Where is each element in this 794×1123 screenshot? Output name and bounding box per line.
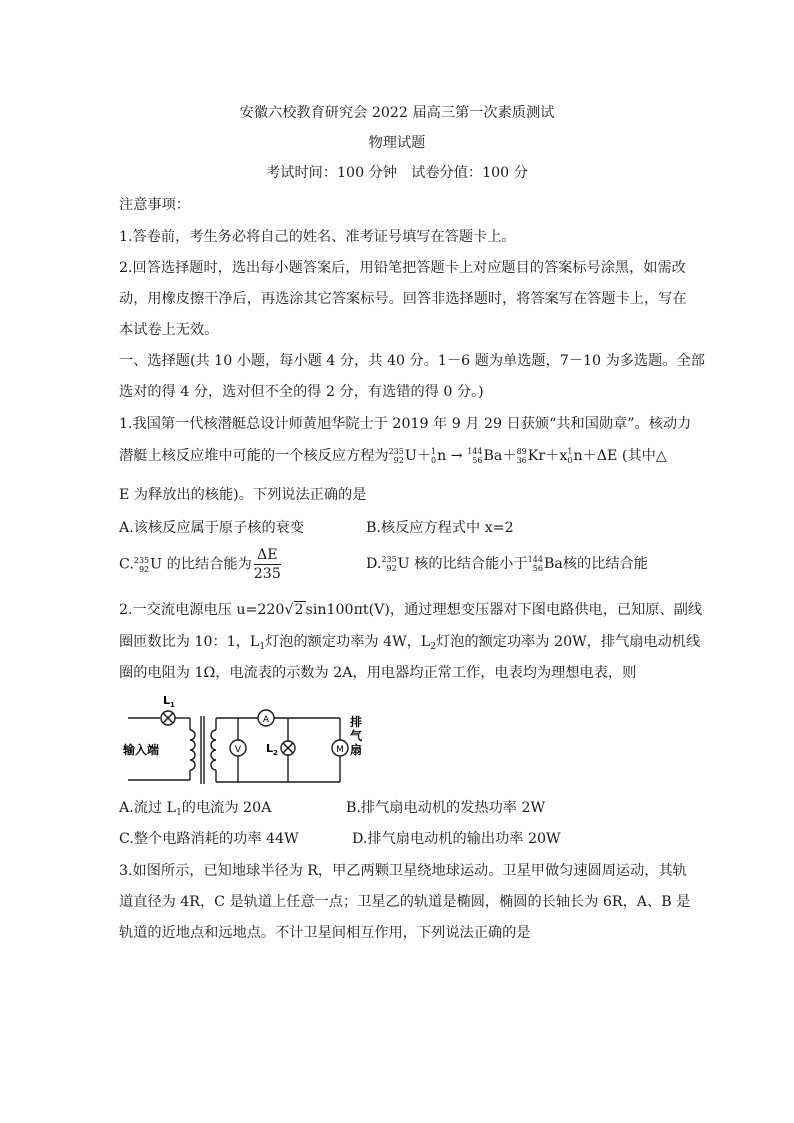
kr-nuclide-indices: 89 36 [516,447,527,465]
transformer-circuit-diagram [118,690,368,790]
q1-option-b: B.核反应方程式中 x=2 [366,520,514,536]
q2-line2: 圈匝数比为 10：1，$L_1$灯泡的额定功率为 4W，$L_2$灯泡的额定功率为 20W，排气扇电动机线 [119,634,701,652]
q2-option-d: D.排气扇电动机的输出功率 20W [352,831,561,847]
q1-line1: 1.我国第一代核潜艇总设计师黄旭华院士于 2019 年 9 月 29 日获颁“共和国勋章”。核动力 [119,416,692,432]
section-instructions-line2: 选对的得 4 分，选对但不全的得 2 分，有选错的得 0 分。) [119,384,484,400]
exam-info: 考试时间：100 分钟 试卷分值：100 分 [266,165,528,181]
secondary-coil-icon [211,730,216,770]
l1-label: $L_1$ [163,694,175,709]
q1-line2 [119,446,667,466]
fan-label-1: 排 [350,715,363,729]
q2-option-a: A.流过 $L_1$的电流为 20A [119,800,272,818]
note-item-2-line2: 动，用橡皮擦干净后，再选涂其它答案标号。回答非选择题时，将答案写在答题卡上，写在 [119,291,687,307]
q2-option-c: C.整个电路消耗的功率 44W [119,831,299,847]
nuclear-equation: 235 92 U＋ 1 0 n → 144 56 Ba＋ 89 36 Kr＋x 1 0 n＋ΔE [388,447,618,465]
neutron-indices-2: 1 0 [567,447,573,465]
voltmeter-label: V [234,745,242,755]
neutron-indices: 1 0 [431,447,437,465]
q1-line2-suffix: (其中△ [621,448,667,464]
note-item-2-line1: 2.回答选择题时，选出每小题答案后，用铅笔把答题卡上对应题目的答案标号涂黑，如需改 [119,260,686,276]
ba-nuclide-indices-d: 144 56 [527,555,543,573]
q1-line2-prefix: 潜艇上核反应堆中可能的一个核反应方程为 [119,448,389,464]
q3-line3: 轨道的近地点和远地点。不计卫星间相互作用，下列说法正确的是 [119,925,531,941]
u-nuclide-indices-d: 235 92 [381,555,397,573]
fan-label-2: 气 [350,729,363,743]
section-instructions-line1: 一、选择题(共 10 小题，每小题 4 分，共 40 分。1－6 题为单选题，7－10 为多选题。全部 [119,353,705,369]
q1-option-d: D. 235 92 U 核的比结合能小于 144 56 Ba核的比结合能 [366,555,648,573]
sqrt-radicand: 2 [294,602,304,618]
notes-heading: 注意事项： [119,197,190,213]
q2-option-b: B.排气扇电动机的发热功率 2W [346,800,546,816]
q2-line1: 2.一交流电源电压 u=220√2 sin100πt(V)，通过理想变压器对下图电路供电，已知原、副线 [119,602,703,618]
q1-option-a: A.该核反应属于原子核的衰变 [119,520,305,536]
ammeter-label: A [262,715,270,725]
q3-line1: 3.如图所示，已知地球半径为 R，甲乙两颗卫星绕地球运动。卫星甲做匀速圆周运动，其轨 [119,863,687,879]
subject-title: 物理试题 [368,135,426,151]
binding-energy-fraction: $\frac{\Delta E}{235}$ [253,547,281,582]
reaction-arrow: → [450,448,463,464]
fan-label-3: 扇 [350,743,363,757]
ba-nuclide-indices: 144 56 [467,447,483,465]
input-terminal-label: 输入端 [123,743,160,757]
u-nuclide-indices: 235 92 [388,447,404,465]
q2-line3: 圈的电阻为 1Ω，电流表的示数为 2A，用电器均正常工作，电表均为理想电表，则 [119,665,637,681]
motor-label: M [336,745,344,755]
primary-coil-icon [190,730,195,770]
u-nuclide-indices-c: 235 92 [133,555,150,574]
exam-title: 安徽六校教育研究会 2022 届高三第一次素质测试 [239,105,555,121]
q1-option-c: C. 235 92 U 的比结合能为 $\frac{\Delta E}{235}$ [119,547,281,582]
q1-line3: E 为释放出的核能)。下列说法正确的是 [119,487,367,503]
l2-label: $L_2$ [266,742,278,757]
note-item-1: 1.答卷前，考生务必将自己的姓名、准考证号填写在答题卡上。 [119,229,516,245]
q3-line2: 道直径为 4R，C 是轨道上任意一点；卫星乙的轨道是椭圆，椭圆的长轴长为 6R，A、B 是 [119,894,691,910]
sqrt-symbol: √ [284,602,294,618]
note-item-2-line3: 本试卷上无效。 [119,322,219,338]
